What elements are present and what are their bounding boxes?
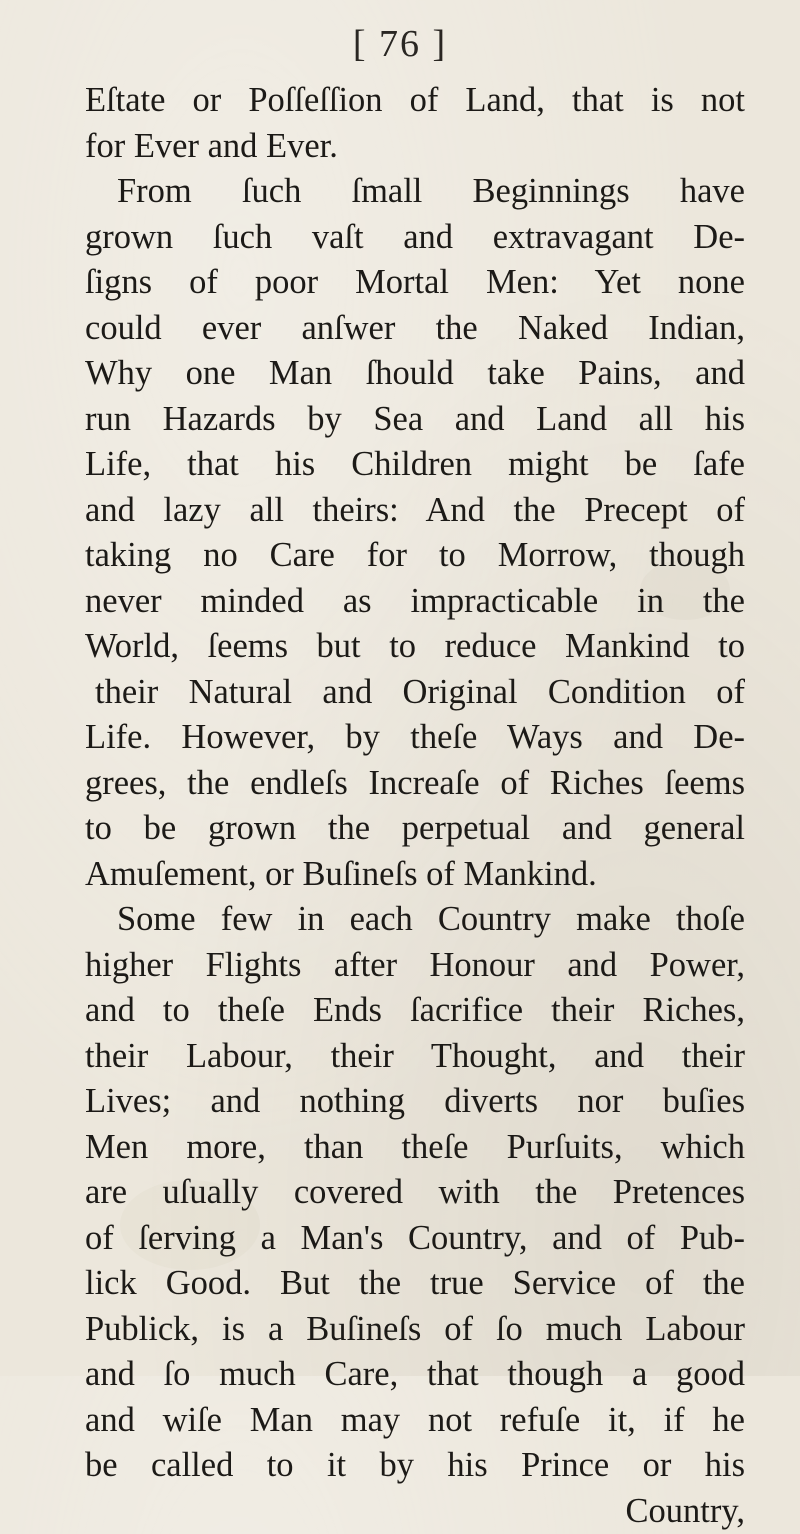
text-line: and ſo much Care, that though a good: [85, 1352, 745, 1398]
text-line: Life, that his Children might be ſafe: [85, 442, 745, 488]
text-line: Life. However, by theſe Ways and De-: [85, 715, 745, 761]
text-line: grees, the endleſs Increaſe of Riches ſeems: [85, 761, 745, 807]
text-line: and lazy all theirs: And the Precept of: [85, 488, 745, 534]
text-line: of ſerving a Man's Country, and of Pub-: [85, 1216, 745, 1262]
text-line: grown ſuch vaſt and extravagant De-: [85, 215, 745, 261]
page-number: [ 76 ]: [0, 22, 800, 66]
text-line: From ſuch ſmall Beginnings have: [85, 169, 745, 215]
text-line: Lives; and nothing diverts nor buſies: [85, 1079, 745, 1125]
text-line: their Labour, their Thought, and their: [85, 1034, 745, 1080]
text-line: taking no Care for to Morrow, though: [85, 533, 745, 579]
text-line: to be grown the perpetual and general: [85, 806, 745, 852]
text-line: Amuſement, or Buſineſs of Mankind.: [85, 852, 745, 898]
body-text: [85, 78, 745, 1534]
text-line: be called to it by his Prince or his: [85, 1443, 745, 1489]
text-line: ſigns of poor Mortal Men: Yet none: [85, 260, 745, 306]
text-line: lick Good. But the true Service of the: [85, 1261, 745, 1307]
text-line: and to theſe Ends ſacrifice their Riches,: [85, 988, 745, 1034]
text-line: are uſually covered with the Pretences: [85, 1170, 745, 1216]
text-line: Eſtate or Poſſeſſion of Land, that is not: [85, 78, 745, 124]
text-line: their Natural and Original Condition of: [85, 670, 745, 716]
text-line: run Hazards by Sea and Land all his: [85, 397, 745, 443]
text-line: and wiſe Man may not refuſe it, if he: [85, 1398, 745, 1444]
text-line: could ever anſwer the Naked Indian,: [85, 306, 745, 352]
text-line: Why one Man ſhould take Pains, and: [85, 351, 745, 397]
text-line: Publick, is a Buſineſs of ſo much Labour: [85, 1307, 745, 1353]
text-line: for Ever and Ever.: [85, 124, 745, 170]
text-line: World, ſeems but to reduce Mankind to: [85, 624, 745, 670]
text-line: Men more, than theſe Purſuits, which: [85, 1125, 745, 1171]
text-line: never minded as impracticable in the: [85, 579, 745, 625]
catchword-line: Country,: [85, 1489, 745, 1534]
text-line: Some few in each Country make thoſe: [85, 897, 745, 943]
text-line: higher Flights after Honour and Power,: [85, 943, 745, 989]
